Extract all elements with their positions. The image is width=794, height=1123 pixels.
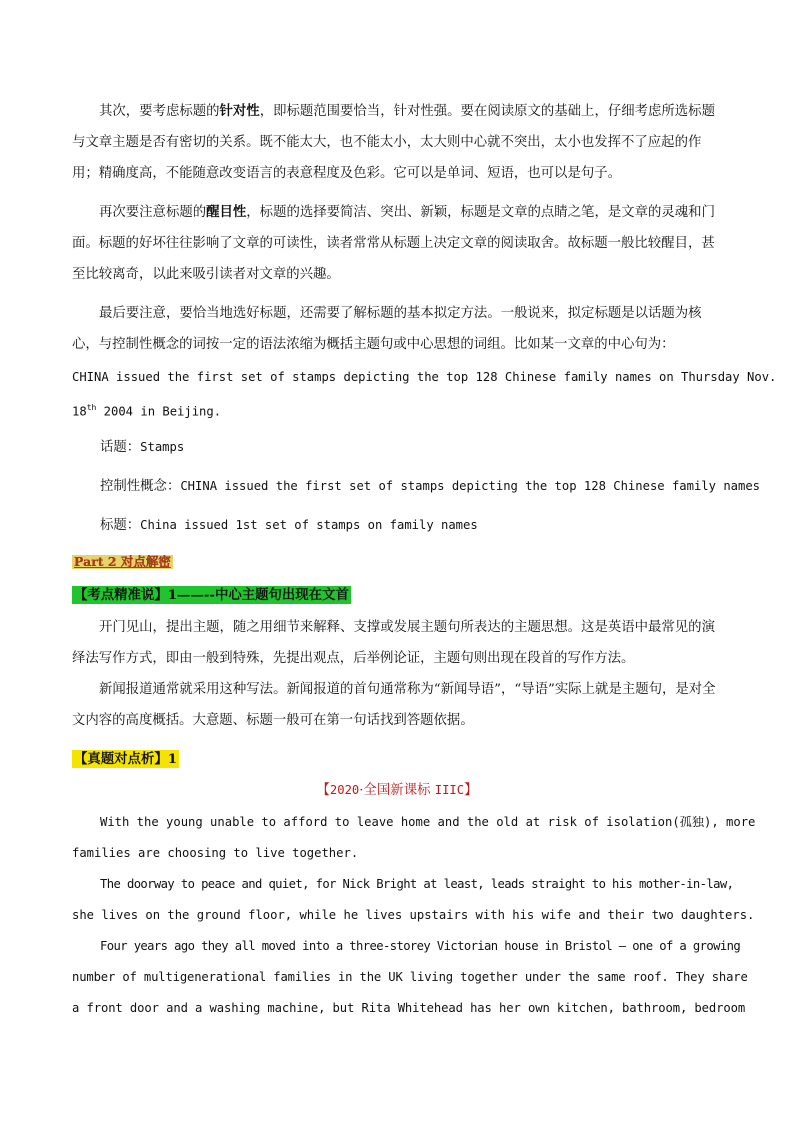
topic-line: 话题：Stamps: [100, 440, 185, 455]
section-paragraph-1: 开门见山，提出主题，随之用细节来解释、支撑或发展主题句所表达的主题思想。这是英语中最常见的演绎法写作方式，即由一般到特殊，先提出观点，后举例论证，主题句则出现在段首的写作方法。: [72, 620, 715, 666]
keyword-eye-catching: 醒目性: [206, 204, 247, 220]
passage-p2-line2: she lives on the ground floor, while he lives upstairs with his wife and their two daughters.: [72, 908, 755, 922]
kaodian-heading: 【考点精准说】1——--中心主题句出现在文首: [74, 587, 349, 603]
paragraph-method: 最后要注意，要恰当地选好标题，还需要了解标题的基本拟定方法。一般说来，拟定标题是以话题为核心，与控制性概念的词按一定的语法浓缩为概括主题句或中心思想的词组。比如某一文章的中心句为：: [72, 306, 702, 352]
section-paragraph-2: 新闻报道通常就采用这种写法。新闻报道的首句通常称为“新闻导语”，“导语”实际上就是主题句，是对全文内容的高度概括。大意题、标题一般可在第一句话找到答题依据。: [72, 682, 716, 728]
example-sentence-line2: 18th 2004 in Beijing.: [72, 403, 222, 419]
part-heading: Part 2 对点解密: [74, 554, 171, 569]
paragraph-relevance: 其次，要考虑标题的针对性，即标题范围要恰当，针对性强。要在阅读原文的基础上，仔细考虑所选标题与文章主题是否有密切的关系。既不能太大，也不能太小，太大则中心就不突出，太小也发挥不了应起的作用；精确度高，不能随意改变语言的表意程度及色彩。它可以是单词、短语，也可以是句子。: [72, 103, 715, 181]
passage-p1-line2: families are choosing to live together.: [72, 846, 359, 860]
zhenti-heading: 【真题对点析】1: [74, 751, 178, 767]
passage-p2-line1: The doorway to peace and quiet, for Nick Bright at least, leads straight to his mother-in-law,: [100, 877, 734, 891]
example-sentence-line1: CHINA issued the first set of stamps depicting the top 128 Chinese family names on Thursday Nov.: [72, 370, 777, 384]
keyword-relevance: 针对性: [219, 103, 260, 119]
paragraph-eye-catching: 再次要注意标题的醒目性，标题的选择要简洁、突出、新颖，标题是文章的点睛之笔，是文章的灵魂和门面。标题的好坏往往影响了文章的可读性，读者常常从标题上决定文章的阅读取舍。故标题一般比较醒目，甚至比较离奇，以此来吸引读者对文章的兴趣。: [72, 204, 715, 282]
title-example-line: 标题：China issued 1st set of stamps on family names: [100, 518, 478, 533]
control-concept-line: 控制性概念：CHINA issued the first set of stamps depicting the top 128 Chinese family names: [100, 479, 761, 494]
passage-p3-line1: Four years ago they all moved into a three-storey Victorian house in Bristol — one of a growing: [100, 939, 741, 953]
passage-p3-line2: number of multigenerational families in the UK living together under the same roof. They share: [72, 970, 748, 984]
exam-source: 【2020·全国新课标 IIIC】: [316, 783, 478, 798]
passage-p3-line3: a front door and a washing machine, but Rita Whitehead has her own kitchen, bathroom, bedroom: [72, 1001, 746, 1015]
passage-p1-line1: With the young unable to afford to leave home and the old at risk of isolation(孤独), more: [100, 815, 756, 829]
